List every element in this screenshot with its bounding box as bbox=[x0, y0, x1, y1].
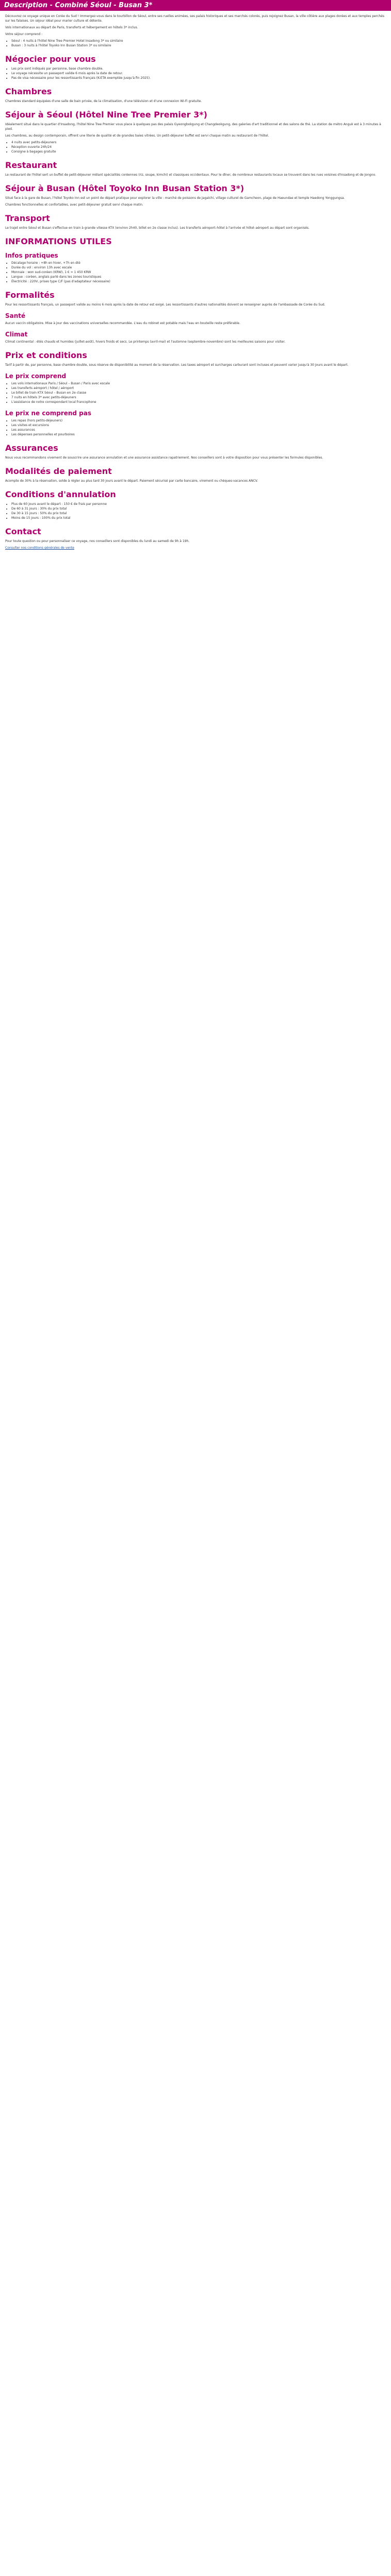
prices-text: Tarif à partir de, par personne, base chambre double, sous réserve de disponibilité au moment de la réservation. Les taxes aéroport et surcharges carburant sont incluses et peuvent varier jusqu'à 30 jours avant le départ. bbox=[5, 363, 349, 367]
rooms-text: Chambres standard équipées d'une salle de bain privée, de la climatisation, d'une télévision et d'une connexion Wi-Fi gratuite. bbox=[5, 99, 202, 103]
climate-text: Climat continental : étés chauds et humides (juillet-août), hivers froids et secs. Le printemps (avril-mai) et l'automne (septembre-novembre) sont les meilleures saisons pour visiter. bbox=[5, 340, 286, 344]
seoul-bullets bbox=[5, 140, 386, 154]
section-title-cancel: Conditions d'annulation bbox=[5, 489, 116, 499]
list-item: • Électricité : 220V, prises type C/F (pas d'adaptateur nécessaire) bbox=[11, 279, 386, 284]
section-title-formalities: Formalités bbox=[5, 290, 55, 300]
list-item: • Les prix sont indiqués par personne, base chambre double. bbox=[11, 66, 386, 71]
description-paragraph: Vols internationaux au départ de Paris, transferts et hébergement en hôtels 3* inclus. bbox=[5, 26, 138, 29]
section-title-transport: Transport bbox=[5, 213, 50, 223]
page-banner: Description - Combiné Séoul - Busan 3* bbox=[0, 0, 391, 11]
busan-text: Chambres fonctionnelles et confortables, avec petit-déjeuner gratuit servi chaque matin. bbox=[5, 203, 143, 207]
list-item: • De 60 à 31 jours : 30% du prix total bbox=[11, 506, 386, 511]
list-item: • Les transferts aéroport / hôtel / aéroport bbox=[11, 386, 386, 391]
payment-text: Acompte de 30% à la réservation, solde à régler au plus tard 30 jours avant le départ. Paiement sécurisé par carte bancaire, virement ou chèques-vacances ANCV. bbox=[5, 479, 258, 483]
list-item: • Décalage horaire : +8h en hiver, +7h en été bbox=[11, 261, 386, 265]
section-title-payment: Modalités de paiement bbox=[5, 466, 112, 476]
seoul-text: Idéalement situé dans le quartier d'Insadong, l'hôtel Nine Tree Premier vous place à quelques pas des palais Gyeongbokgung et Changdeokgung, des galeries d'art traditionnel et des salons de thé. La station de métro Anguk est à 3 minutes à pied. bbox=[5, 123, 381, 131]
info-list bbox=[5, 261, 386, 284]
list-item: • 4 nuits avec petits-déjeuners bbox=[11, 140, 386, 145]
section-title-restaurant: Restaurant bbox=[5, 160, 57, 170]
list-item: • De 30 à 15 jours : 50% du prix total bbox=[11, 511, 386, 516]
section-title-insurance: Assurances bbox=[5, 443, 58, 453]
good-to-know-list bbox=[5, 66, 386, 80]
list-item: • Réception ouverte 24h/24 bbox=[11, 145, 386, 149]
list-item: • Plus de 60 jours avant le départ : 150 € de frais par personne bbox=[11, 502, 386, 506]
list-item: • Les assurances bbox=[11, 428, 386, 432]
section-title-rooms: Chambres bbox=[5, 87, 52, 96]
section-title-good-to-know: Négocier pour vous bbox=[5, 54, 96, 64]
main-content bbox=[0, 11, 391, 563]
health-text: Aucun vaccin obligatoire. Mise à jour des vaccinations universelles recommandée. L'eau du robinet est potable mais l'eau en bouteille reste préférable. bbox=[5, 321, 240, 325]
link-paragraph bbox=[5, 546, 386, 550]
section-title-busan-hotel: Séjour à Busan (Hôtel Toyoko Inn Busan Station 3*) bbox=[5, 183, 245, 193]
list-item: • Les visites et excursions bbox=[11, 423, 386, 428]
list-item: • Le billet de train KTX Séoul – Busan en 2e classe bbox=[11, 391, 386, 395]
list-item: • Consigne à bagages gratuite bbox=[11, 149, 386, 154]
section-title-prices: Prix et conditions bbox=[5, 350, 87, 360]
list-item: • Les repas (hors petits-déjeuners) bbox=[11, 418, 386, 423]
terms-link[interactable]: Consulter nos conditions générales de vente bbox=[5, 546, 74, 550]
list-item: • Busan : 3 nuits à l'hôtel Toyoko Inn Busan Station 3* ou similaire bbox=[11, 43, 386, 48]
list-item: • Séoul : 4 nuits à l'hôtel Nine Tree Premier Hotel Insadong 3* ou similaire bbox=[11, 39, 386, 43]
hotels-intro: Votre séjour comprend : bbox=[5, 32, 43, 36]
formalities-text: Pour les ressortissants français, un passeport valide au moins 6 mois après la date de retour est exigé. Les ressortissants d'autres nationalités doivent se renseigner auprès de l'ambassade de Corée du Sud. bbox=[5, 303, 325, 307]
list-item: • Monnaie : won sud-coréen (KRW), 1 € ≈ 1 450 KRW bbox=[11, 270, 386, 275]
hotels-list bbox=[5, 39, 386, 48]
list-item: • 7 nuits en hôtels 3* avec petits-déjeuners bbox=[11, 395, 386, 400]
section-title-contact: Contact bbox=[5, 527, 41, 536]
cancel-list bbox=[5, 502, 386, 520]
seoul-text: Les chambres, au design contemporain, offrent une literie de qualité et de grandes baies vitrées. Un petit-déjeuner buffet est servi chaque matin au restaurant de l'hôtel. bbox=[5, 134, 269, 138]
transport-text: Le trajet entre Séoul et Busan s'effectue en train à grande vitesse KTX (environ 2h40, billet en 2e classe inclus). Les transferts aéroport–hôtel à l'arrivée et hôtel–aéroport au départ sont organisés. bbox=[5, 226, 309, 230]
list-item: • L'assistance de notre correspondant local francophone bbox=[11, 400, 386, 404]
list-item: • Langue : coréen, anglais parlé dans les zones touristiques bbox=[11, 275, 386, 279]
included-list bbox=[5, 381, 386, 404]
description-paragraph: Découvrez ce voyage unique en Corée du Sud ! Immergez-vous dans le tourbillon de Séoul, entre ses ruelles animées, ses palais historiques et ses marchés colorés, puis rejoignez Busan, la ville côtière aux plages dorées et aux temples perchés sur les falaises. Un séjour idéal pour marier culture et détente. bbox=[5, 14, 384, 23]
list-item: • Pas de visa nécessaire pour les ressortissants français (K-ETA exemptée jusqu'à fin 2025). bbox=[11, 76, 386, 80]
list-item: • Le voyage nécessite un passeport valide 6 mois après la date de retour. bbox=[11, 71, 386, 76]
insurance-text: Nous vous recommandons vivement de souscrire une assurance annulation et une assurance assistance rapatriement. Nos conseillers sont à votre disposition pour vous présenter les formules disponibles. bbox=[5, 456, 323, 460]
list-item: • Les dépenses personnelles et pourboires bbox=[11, 432, 386, 437]
list-item: • Les vols internationaux Paris / Séoul – Busan / Paris avec escale bbox=[11, 381, 386, 386]
busan-text: Situé face à la gare de Busan, l'hôtel Toyoko Inn est un point de départ pratique pour explorer la ville : marché de poissons de Jagalchi, village culturel de Gamcheon, plage de Haeundae et temple Haedong Yonggungsa. bbox=[5, 196, 345, 200]
included-subhead: Le prix comprend bbox=[5, 372, 67, 380]
section-title-seoul-hotel: Séjour à Séoul (Hôtel Nine Tree Premier 3*) bbox=[5, 110, 207, 120]
info-subhead: Infos pratiques bbox=[5, 252, 58, 259]
not-included-list bbox=[5, 418, 386, 437]
contact-text: Pour toute question ou pour personnaliser ce voyage, nos conseillers sont disponibles du lundi au samedi de 9h à 19h. bbox=[5, 539, 190, 543]
health-subhead: Santé bbox=[5, 312, 26, 319]
restaurant-text: Le restaurant de l'hôtel sert un buffet de petit-déjeuner mêlant spécialités coréennes (riz, soupe, kimchi) et classiques occidentaux. Pour le dîner, de nombreux restaurants locaux se trouvent dans les rues voisines d'Insadong et de Jongno. bbox=[5, 173, 376, 177]
list-item: • Durée du vol : environ 13h avec escale bbox=[11, 265, 386, 270]
section-title-info: INFORMATIONS UTILES bbox=[5, 236, 112, 246]
climate-subhead: Climat bbox=[5, 331, 28, 338]
list-item: • Moins de 15 jours : 100% du prix total bbox=[11, 516, 386, 520]
not-included-subhead: Le prix ne comprend pas bbox=[5, 410, 92, 417]
